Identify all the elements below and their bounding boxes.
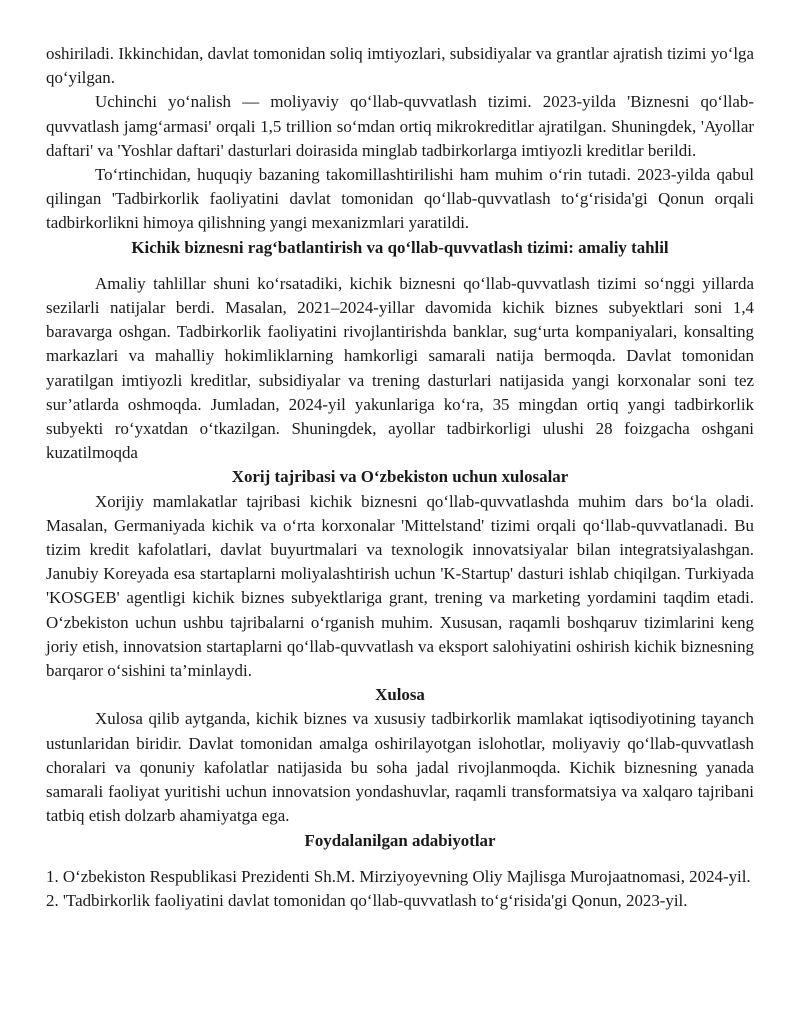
reference-item: 1. O‘zbekiston Respublikasi Prezidenti Sh.M. Mirziyoyevning Oliy Majlisga Murojaatnomasi, 2024-yil.	[46, 866, 751, 886]
reference-item: 2. 'Tadbirkorlik faoliyatini davlat tomonidan qo‘llab-quvvatlash to‘g‘risida'gi Qonun, 2023-yil.	[46, 890, 688, 910]
heading-foreign-experience: Xorij tajribasi va O‘zbekiston uchun xulosalar	[231, 467, 569, 487]
document-page	[46, 42, 754, 913]
heading-conclusion: Xulosa	[375, 685, 425, 705]
paragraph-practical-analysis: Amaliy tahlillar shuni ko‘rsatadiki, kichik biznesni qo‘llab-quvvatlash tizimi so‘nggi yillarda sezilarli natijalar berdi. Masalan, 2021–2024-yillar davomida kichik biznes subyektlari soni 1,4 baravarga oshgan. Tadbirkorlik faoliyatini rivojlantirishda banklar, sug‘urta kompaniyalari, konsalting markazlari va mahalliy hokimliklarning hamkorligi samarali natija bermoqda. Davlat tomonidan yaratilgan imtiyozli kreditlar, subsidiyalar va trening dasturlari natijasida yangi korxonalar soni tez sur’atlarda oshmoqda. Jumladan, 2024-yil yakunlariga ko‘ra, 35 mingdan ortiq yangi tadbirkorlik subyekti ro‘yxatdan o‘tkazilgan. Shuningdek, ayollar tadbirkorligi ulushi 28 foizgacha oshgani kuzatilmoqda	[46, 273, 754, 463]
references-list	[46, 865, 754, 913]
paragraph-foreign-experience: Xorijiy mamlakatlar tajribasi kichik biznesni qo‘llab-quvvatlashda muhim dars bo‘la oladi. Masalan, Germaniyada kichik va o‘rta korxonalar 'Mittelstand' tizimi orqali qo‘llab-quvvatlanadi. Bu tizim kredit kafolatlari, davlat buyurtmalari va texnologik innovatsiyalar bilan integratsiyalashgan. Janubiy Koreyada esa startaplarni moliyalashtirish uchun 'K-Startup' dasturi ishlab chiqilgan. Turkiyada 'KOSGEB' agentligi kichik biznes subyektlariga grant, trening va marketing yordamini taqdim etadi. O‘zbekiston uchun ushbu tajribalarni o‘rganish muhim. Xususan, raqamli boshqaruv tizimlarini keng joriy etish, innovatsion startaplarni qo‘llab-quvvatlash va eksport salohiyatini oshirish kichik biznesning barqaror o‘sishini ta’minlaydi.	[46, 491, 754, 681]
paragraph-financial-support: Uchinchi yo‘nalish — moliyaviy qo‘llab-quvvatlash tizimi. 2023-yilda 'Biznesni qo‘llab-quvvatlash jamg‘armasi' orqali 1,5 trillion so‘mdan ortiq mikrokreditlar ajratilgan. Shuningdek, 'Ayollar daftari' va 'Yoshlar daftari' dasturlari doirasida minglab tadbirkorlarga imtiyozli kreditlar berildi.	[46, 92, 754, 160]
heading-references: Foydalanilgan adabiyotlar	[304, 830, 496, 850]
paragraph-legal-framework: To‘rtinchidan, huquqiy bazaning takomillashtirilishi ham muhim o‘rin tutadi. 2023-yilda qabul qilingan 'Tadbirkorlik faoliyatini davlat tomonidan qo‘llab-quvvatlash to‘g‘risida'gi Qonun orqali tadbirkorlikni himoya qilishning yangi mexanizmlari yaratildi.	[46, 165, 754, 233]
heading-practical-analysis: Kichik biznesni rag‘batlantirish va qo‘llab-quvvatlash tizimi: amaliy tahlil	[131, 237, 669, 257]
paragraph-conclusion: Xulosa qilib aytganda, kichik biznes va xususiy tadbirkorlik mamlakat iqtisodiyotining tayanch ustunlaridan biridir. Davlat tomonidan amalga oshirilayotgan islohotlar, moliyaviy qo‘llab-quvvatlash choralari va qonuniy kafolatlar natijasida bu soha jadal rivojlanmoqda. Kichik biznesning yanada samarali faoliyat yuritishi uchun innovatsion yondashuvlar, raqamli transformatsiya va xalqaro tajribani tatbiq etish dolzarb ahamiyatga ega.	[46, 709, 754, 826]
paragraph-continuation: oshiriladi. Ikkinchidan, davlat tomonidan soliq imtiyozlari, subsidiyalar va grantlar ajratish tizimi yo‘lga qo‘yilgan.	[46, 44, 754, 88]
